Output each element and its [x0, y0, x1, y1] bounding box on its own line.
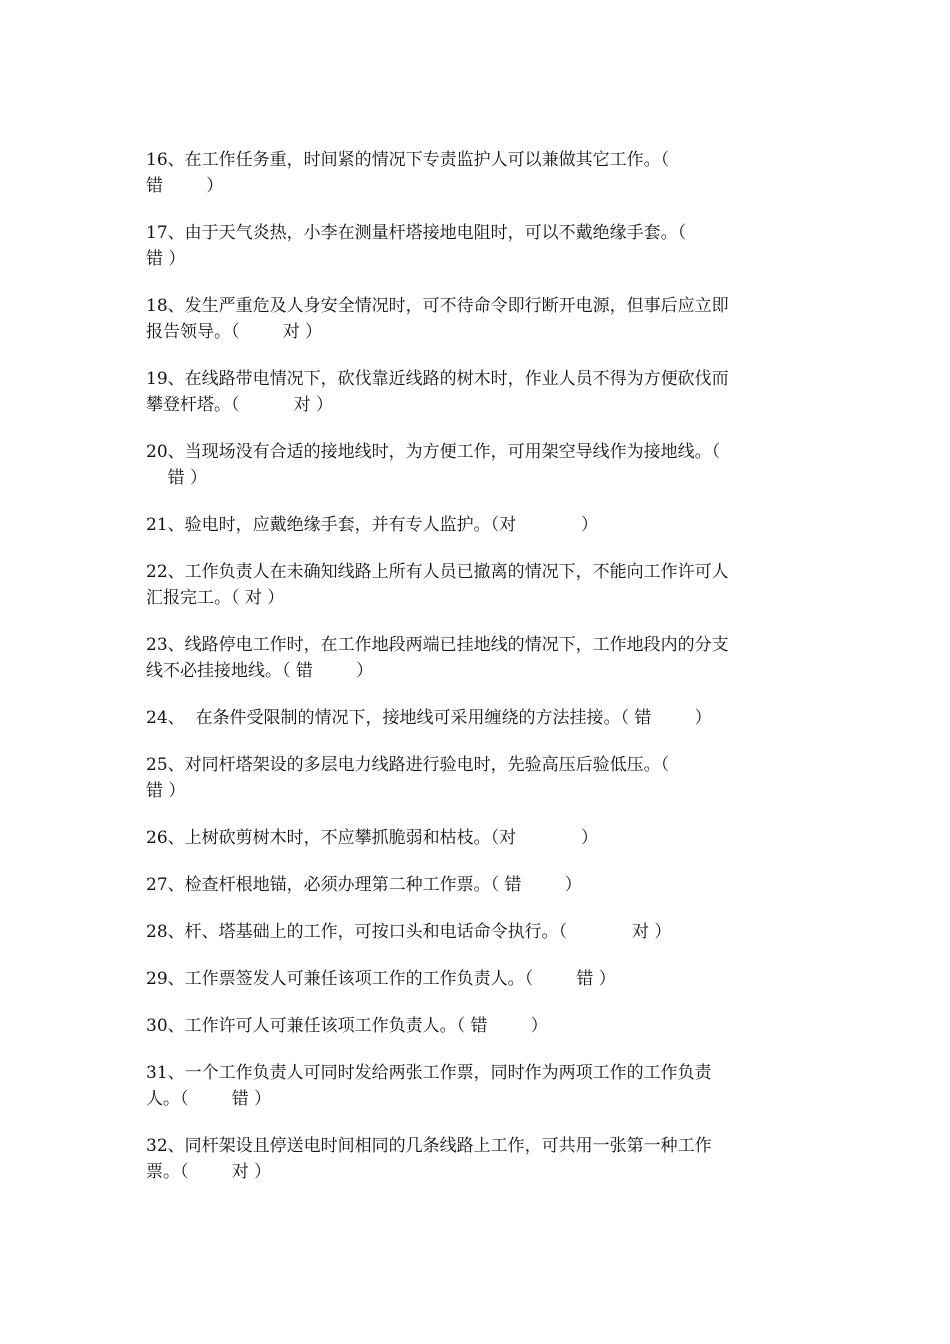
question-25: 25、对同杆塔架设的多层电力线路进行验电时，先验高压后验低压。（ 错 ）: [146, 755, 670, 801]
question-19: 19、在线路带电情况下，砍伐靠近线路的树木时，作业人员不得为方便砍伐而 攀登杆塔。（ 对 ）: [146, 369, 729, 415]
question-17: 17、由于天气炎热，小李在测量杆塔接地电阻时，可以不戴绝缘手套。（ 错 ）: [146, 223, 687, 269]
true-false-question-list: [146, 147, 806, 1206]
question-27: 27、检查杆根地锚，必须办理第二种工作票。（ 错 ）: [146, 875, 582, 895]
question-20: 20、当现场没有合适的接地线时，为方便工作，可用架空导线作为接地线。（ 错 ）: [146, 442, 721, 488]
question-26: 26、上树砍剪树木时，不应攀抓脆弱和枯枝。（对 ）: [146, 828, 598, 848]
question-29: 29、工作票签发人可兼任该项工作的工作负责人。（ 错 ）: [146, 969, 616, 989]
question-23: 23、线路停电工作时，在工作地段两端已挂地线的情况下，工作地段内的分支 线不必挂接地线。（ 错 ）: [146, 635, 729, 681]
question-31: 31、一个工作负责人可同时发给两张工作票，同时作为两项工作的工作负责 人。（ 错 ）: [146, 1063, 712, 1109]
question-24: 24、 在条件受限制的情况下，接地线可采用缠绕的方法挂接。（ 错 ）: [146, 708, 712, 728]
question-22: 22、工作负责人在未确知线路上所有人员已撤离的情况下，不能向工作许可人 汇报完工。（ 对 ）: [146, 562, 729, 608]
question-28: 28、杆、塔基础上的工作，可按口头和电话命令执行。（ 对 ）: [146, 922, 672, 942]
question-18: 18、发生严重危及人身安全情况时，可不待命令即行断开电源，但事后应立即 报告领导。（ 对 ）: [146, 296, 729, 342]
question-32: 32、同杆架设且停送电时间相同的几条线路上工作，可共用一张第一种工作 票。（ 对 ）: [146, 1136, 712, 1182]
question-16: 16、在工作任务重，时间紧的情况下专责监护人可以兼做其它工作。（ 错 ）: [146, 150, 670, 196]
question-21: 21、验电时，应戴绝缘手套，并有专人监护。（对 ）: [146, 515, 598, 535]
question-30: 30、工作许可人可兼任该项工作负责人。（ 错 ）: [146, 1016, 548, 1036]
